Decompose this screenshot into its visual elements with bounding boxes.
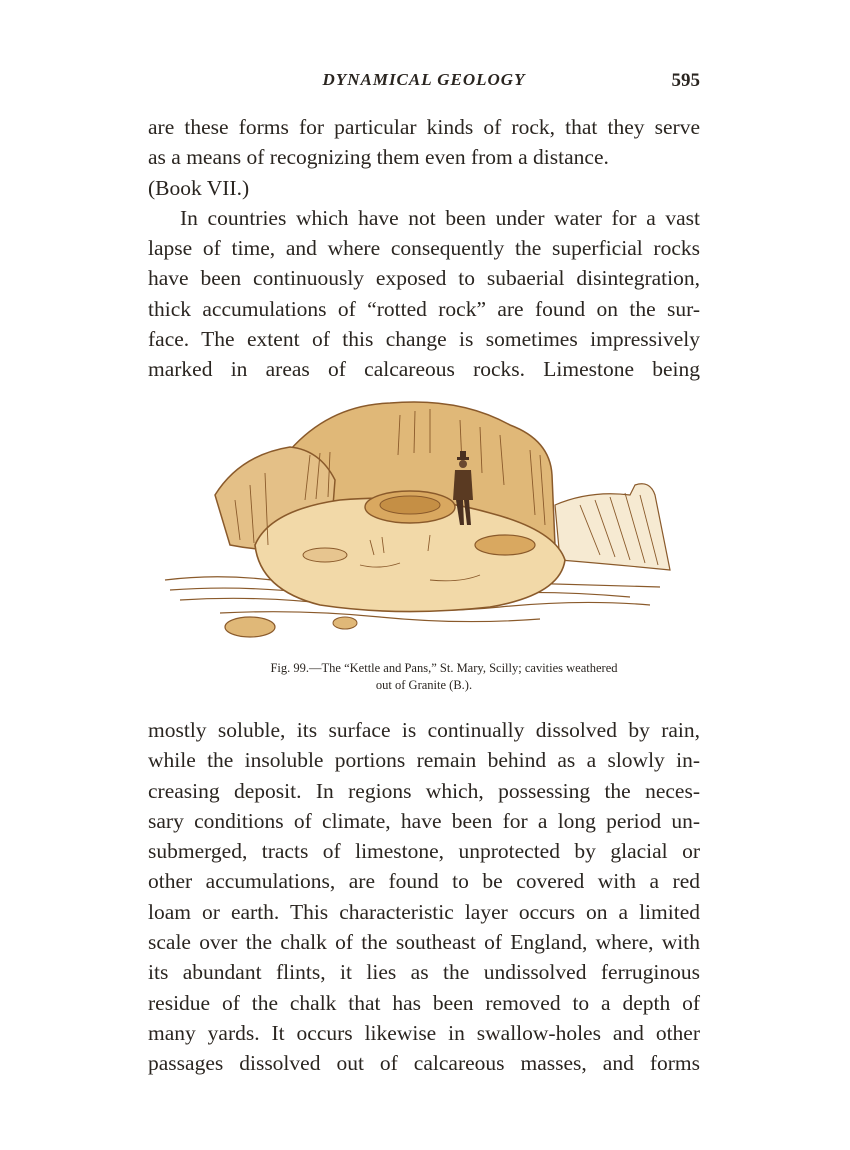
caption-line: Fig. 99.—The “Kettle and Pans,” St. Mary, Scilly; cavities weathered	[270, 661, 618, 675]
text-line: (Book VII.)	[148, 175, 250, 200]
text-line: lapse of time, and where consequently the superficial rocks	[148, 236, 700, 261]
running-title: DYNAMICAL GEOLOGY	[322, 70, 526, 89]
text-line: scale over the chalk of the southeast of England, where, with	[148, 930, 700, 955]
text-line: while the insoluble portions remain behind as a slowly in-	[148, 748, 700, 773]
text-line: loam or earth. This characteristic layer occurs on a limited	[148, 899, 700, 924]
text-line: residue of the chalk that has been removed to a depth of	[148, 990, 700, 1015]
text-line: passages dissolved out of calcareous masses, and forms	[148, 1051, 700, 1076]
page-number: 595	[671, 70, 700, 91]
text-line: its abundant flints, it lies as the undissolved ferruginous	[148, 960, 700, 985]
text-line: submerged, tracts of limestone, unprotected by glacial or	[148, 839, 700, 864]
text-line: creasing deposit. In regions which, possessing the neces-	[148, 778, 700, 803]
text-line: as a means of recognizing them even from a distance.	[148, 145, 609, 170]
right-rocks	[555, 484, 670, 570]
text-line: many yards. It occurs likewise in swallow-holes and other	[148, 1020, 700, 1045]
text-line: face. The extent of this change is sometimes impressively	[148, 327, 700, 352]
foreground-stone	[333, 617, 357, 629]
paragraph-top	[148, 112, 700, 385]
running-head	[148, 70, 700, 100]
pan-cavity	[475, 535, 535, 555]
text-line: In countries which have not been under water for a vast	[180, 205, 700, 230]
foreground-stone	[225, 617, 275, 637]
text-line: have been continuously exposed to subaerial disintegration,	[148, 266, 700, 291]
text-line: marked in areas of calcareous rocks. Limestone being	[148, 357, 700, 382]
text-line: thick accumulations of “rotted rock” are found on the sur-	[148, 296, 700, 321]
figure-caption	[148, 660, 700, 694]
caption-line: out of Granite (B.).	[375, 678, 473, 692]
text-line: mostly soluble, its surface is continually dissolved by rain,	[148, 718, 700, 742]
kettle-and-pans-engraving	[160, 395, 680, 650]
text-line: are these forms for particular kinds of rock, that they serve	[148, 115, 700, 139]
paragraph-bottom	[148, 715, 700, 1079]
figure-illustration	[160, 395, 680, 650]
text-line: sary conditions of climate, have been for a long period un-	[148, 808, 700, 833]
text-line: other accumulations, are found to be covered with a red	[148, 869, 700, 894]
